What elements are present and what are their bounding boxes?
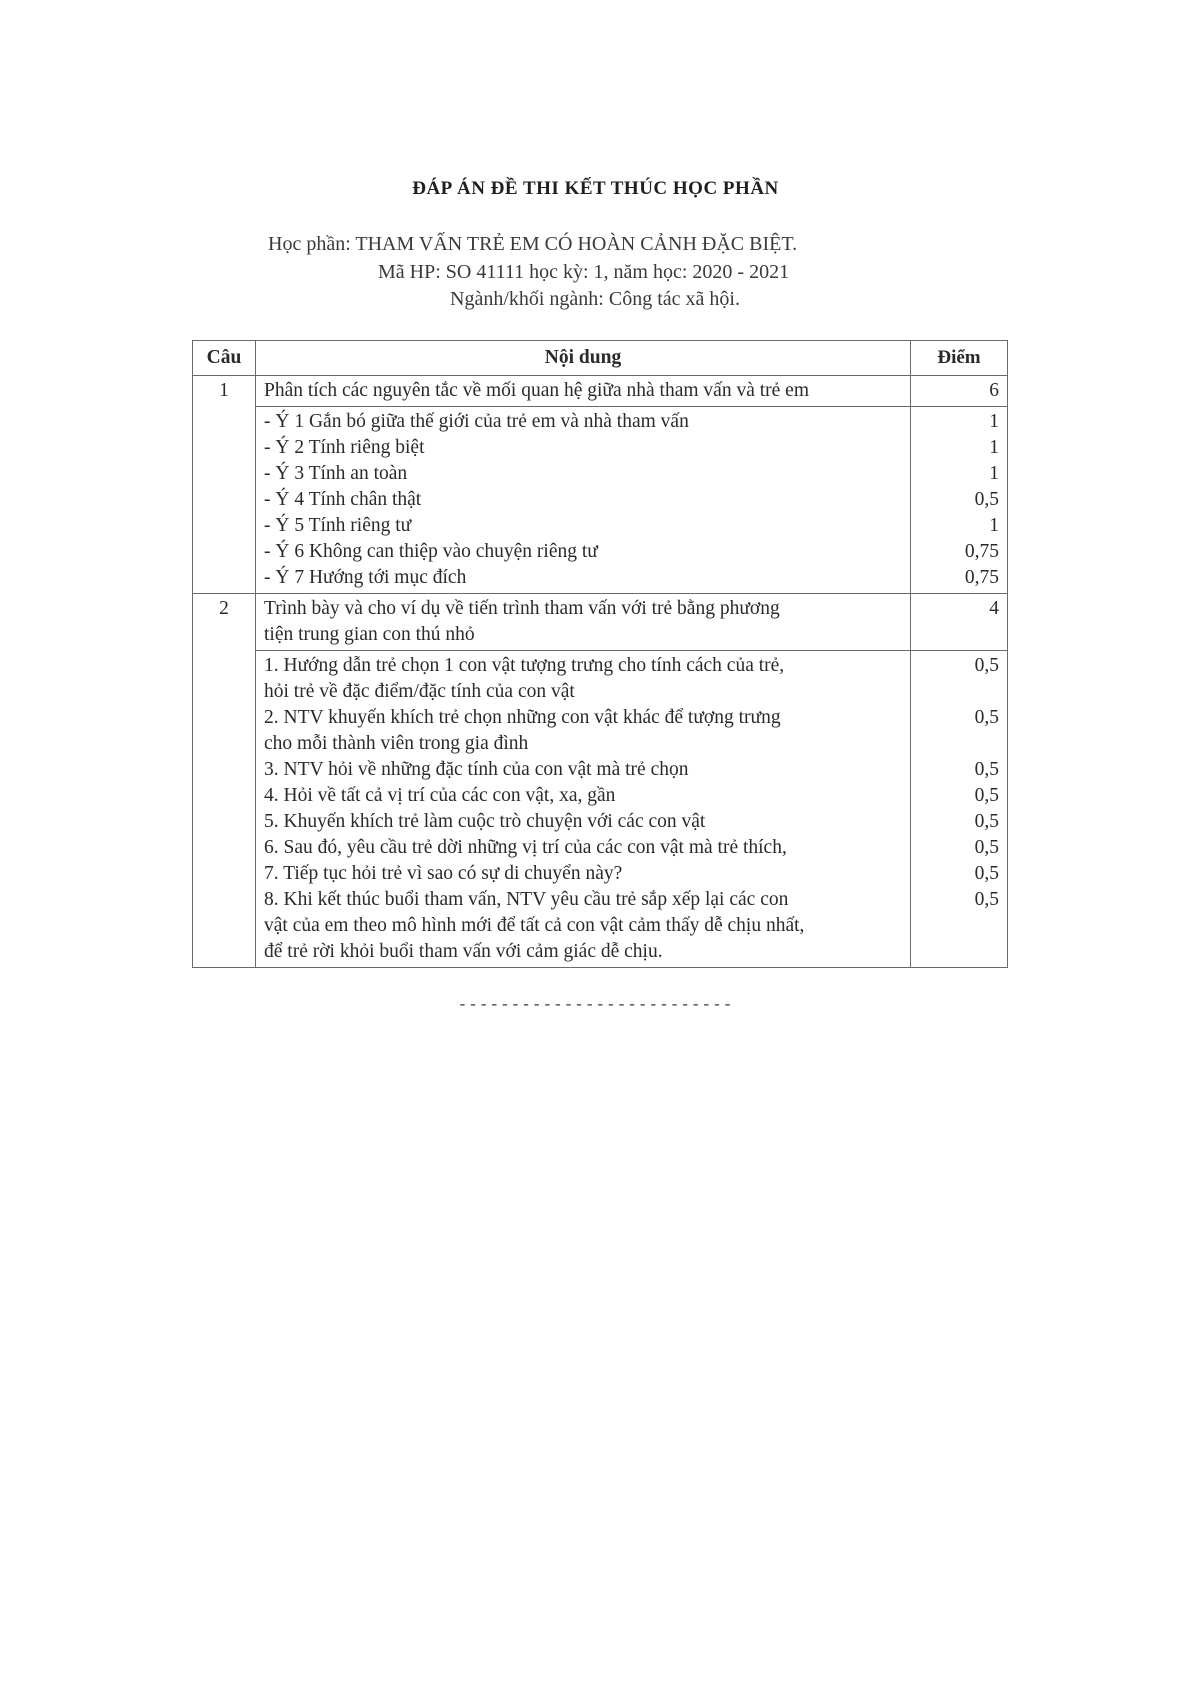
list-item: 2. NTV khuyến khích trẻ chọn những con vật khác để tượng trưng [264,707,781,728]
item-score: 1 [989,437,999,458]
list-item: - Ý 7 Hướng tới mục đích [264,567,467,588]
list-item: 1. Hướng dẫn trẻ chọn 1 con vật tượng trưng cho tính cách của trẻ, [264,655,785,676]
header-noi-dung: Nội dung [256,341,911,376]
item-score: 0,75 [964,541,999,562]
question-2-scores [911,651,1008,968]
question-1-items-row [193,407,1008,594]
item-score: 0,5 [974,889,999,910]
question-2-stem-line: Trình bày và cho ví dụ về tiến trình tham vấn với trẻ bằng phương [264,598,780,619]
item-score: 0,5 [974,655,999,676]
item-score: 0,5 [974,489,999,510]
item-score: 0,5 [974,785,999,806]
question-2-stem-row [193,594,1008,651]
header-cau: Câu [193,341,256,376]
question-1-total: 6 [911,376,1008,407]
item-score: 0,5 [974,811,999,832]
list-item: hỏi trẻ về đặc điểm/đặc tính của con vật [264,681,575,702]
list-item: 6. Sau đó, yêu cầu trẻ dời những vị trí của các con vật mà trẻ thích, [264,837,787,858]
item-score: 1 [989,411,999,432]
item-score: 0,75 [964,567,999,588]
course-line: Học phần: THAM VẤN TRẺ EM CÓ HOÀN CẢNH ĐẶC BIỆT. [268,233,798,255]
score-spacer [919,731,999,757]
list-item: - Ý 5 Tính riêng tư [264,515,412,536]
list-item: 5. Khuyến khích trẻ làm cuộc trò chuyện với các con vật [264,811,706,832]
header-diem: Điểm [911,341,1008,376]
list-item: 3. NTV hỏi về những đặc tính của con vật mà trẻ chọn [264,759,689,780]
question-1-number: 1 [193,376,256,594]
item-score: 0,5 [974,707,999,728]
end-separator: -------------------------- [457,996,734,1014]
document-title: ĐÁP ÁN ĐỀ THI KẾT THÚC HỌC PHẦN [412,178,779,199]
table-header-row [193,341,1008,376]
list-item: - Ý 4 Tính chân thật [264,489,422,510]
question-1-scores [911,407,1008,594]
question-1-stem-text: Phân tích các nguyên tắc về mối quan hệ giữa nhà tham vấn và trẻ em [264,380,810,401]
list-item: 4. Hỏi về tất cả vị trí của các con vật, xa, gần [264,785,616,806]
question-2-items [256,651,911,968]
question-2-stem [256,594,911,651]
list-item: vật của em theo mô hình mới để tất cả con vật cảm thấy dễ chịu nhất, [264,915,805,936]
question-2-stem-line: tiện trung gian con thú nhỏ [264,624,475,645]
list-item: - Ý 1 Gắn bó giữa thế giới của trẻ em và nhà tham vấn [264,411,689,432]
list-item: để trẻ rời khỏi buổi tham vấn với cảm giác dễ chịu. [264,941,663,962]
course-code-line: Mã HP: SO 41111 học kỳ: 1, năm học: 2020 - 2021 [378,261,790,283]
item-score: 0,5 [974,837,999,858]
item-score: 0,5 [974,759,999,780]
item-score: 0,5 [974,863,999,884]
list-item: 7. Tiếp tục hỏi trẻ vì sao có sự di chuyển này? [264,863,623,884]
question-2-number: 2 [193,594,256,968]
question-1-stem-row [193,376,1008,407]
list-item: cho mỗi thành viên trong gia đình [264,733,529,754]
item-score: 1 [989,463,999,484]
item-score: 1 [989,515,999,536]
answer-table [192,340,1008,968]
question-2-total: 4 [911,594,1008,651]
list-item: - Ý 6 Không can thiệp vào chuyện riêng tư [264,541,598,562]
list-item: 8. Khi kết thúc buổi tham vấn, NTV yêu cầu trẻ sắp xếp lại các con [264,889,789,910]
list-item: - Ý 3 Tính an toàn [264,463,408,484]
question-1-items [256,407,911,594]
question-1-stem [256,376,911,407]
major-line: Ngành/khối ngành: Công tác xã hội. [450,288,740,310]
list-item: - Ý 2 Tính riêng biệt [264,437,425,458]
score-spacer [919,679,999,705]
question-2-items-row [193,651,1008,968]
